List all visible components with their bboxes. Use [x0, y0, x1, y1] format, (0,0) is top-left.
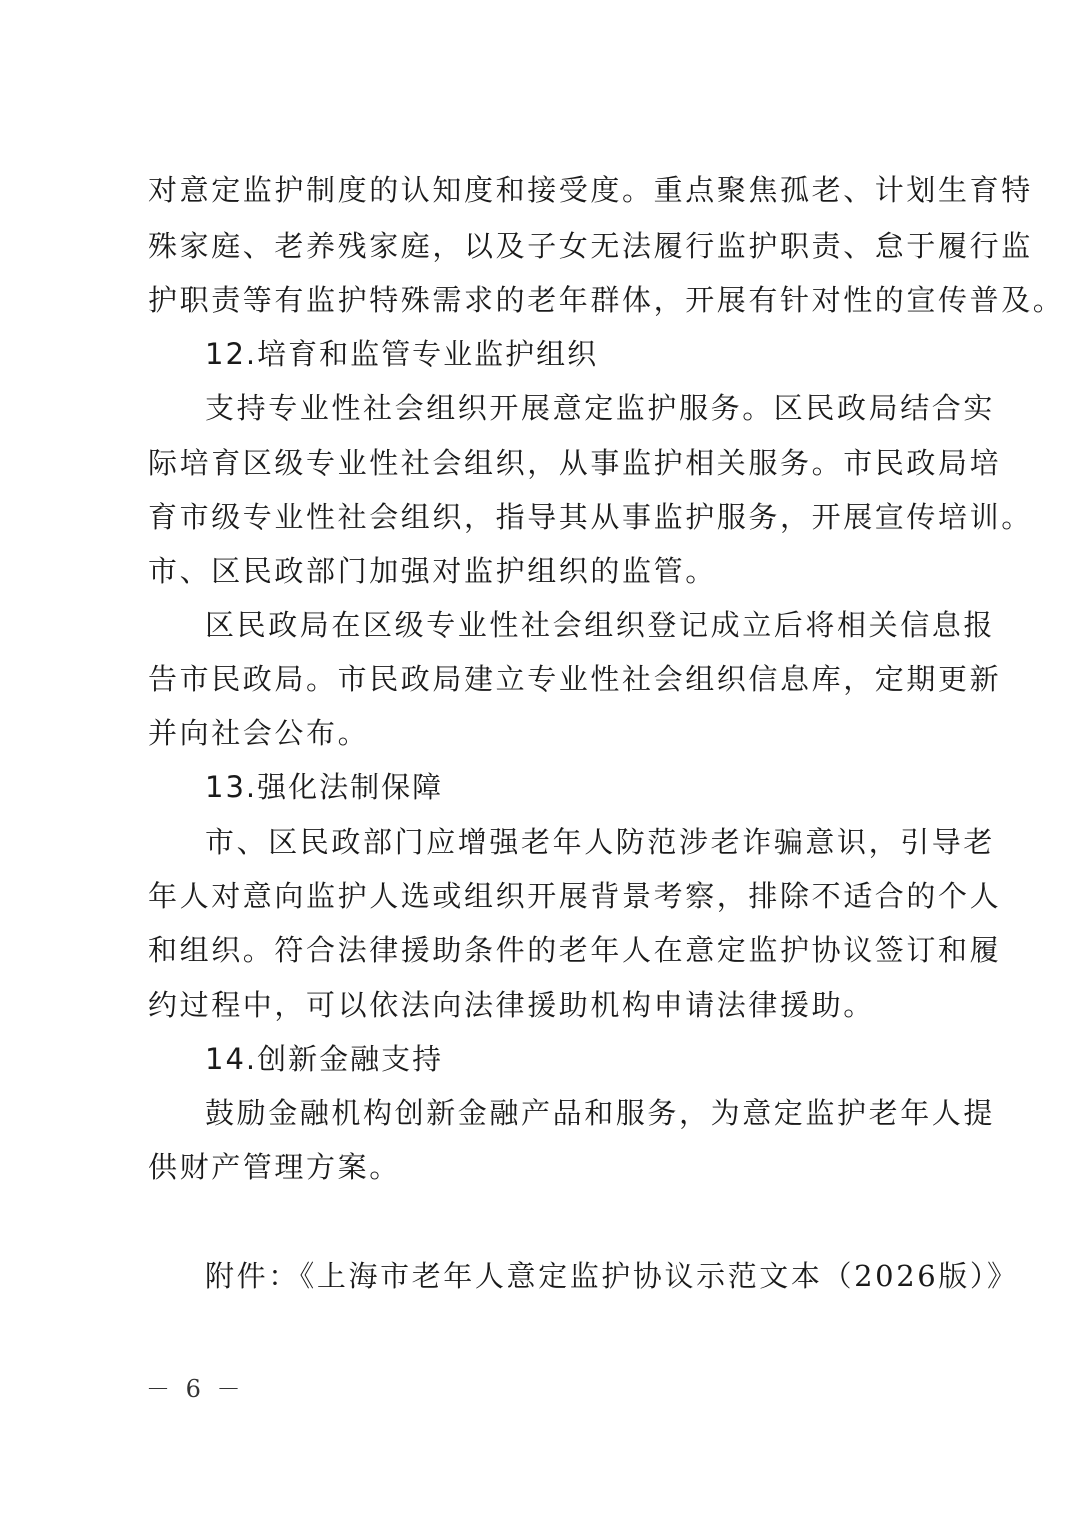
paragraph-line: 对意定监护制度的认知度和接受度。重点聚焦孤老、计划生育特 — [148, 173, 1033, 207]
paragraph-line: 告市民政局。市民政局建立专业性社会组织信息库，定期更新 — [148, 662, 1002, 696]
paragraph-line: 市、区民政部门应增强老年人防范涉老诈骗意识，引导老 — [205, 825, 996, 859]
paragraph-line: 约过程中，可以依法向法律援助机构申请法律援助。 — [148, 988, 875, 1022]
paragraph-line: 鼓励金融机构创新金融产品和服务，为意定监护老年人提 — [205, 1096, 996, 1130]
section-heading-14: 14.创新金融支持 — [205, 1042, 444, 1076]
paragraph-line: 供财产管理方案。 — [148, 1150, 401, 1184]
paragraph-line: 和组织。符合法律援助条件的老年人在意定监护协议签订和履 — [148, 933, 1002, 967]
page-number: － 6 － — [146, 1375, 245, 1403]
paragraph-line: 际培育区级专业性社会组织，从事监护相关服务。市民政局培 — [148, 446, 1002, 480]
paragraph-line: 区民政局在区级专业性社会组织登记成立后将相关信息报 — [205, 608, 996, 642]
paragraph-line: 市、区民政部门加强对监护组织的监管。 — [148, 554, 717, 588]
paragraph-line: 年人对意向监护人选或组织开展背景考察，排除不适合的个人 — [148, 879, 1002, 913]
paragraph-line: 支持专业性社会组织开展意定监护服务。区民政局结合实 — [205, 391, 996, 425]
attachment-line: 附件：《上海市老年人意定监护协议示范文本（2026版）》 — [205, 1259, 1019, 1293]
paragraph-line: 育市级专业性社会组织，指导其从事监护服务，开展宣传培训。 — [148, 500, 1033, 534]
paragraph-line: 殊家庭、老养残家庭，以及子女无法履行监护职责、怠于履行监 — [148, 229, 1033, 263]
paragraph-line: 护职责等有监护特殊需求的老年群体，开展有针对性的宣传普及。 — [148, 283, 1065, 317]
section-heading-12: 12.培育和监管专业监护组织 — [205, 337, 599, 371]
section-heading-13: 13.强化法制保障 — [205, 770, 444, 804]
paragraph-line: 并向社会公布。 — [148, 716, 370, 750]
